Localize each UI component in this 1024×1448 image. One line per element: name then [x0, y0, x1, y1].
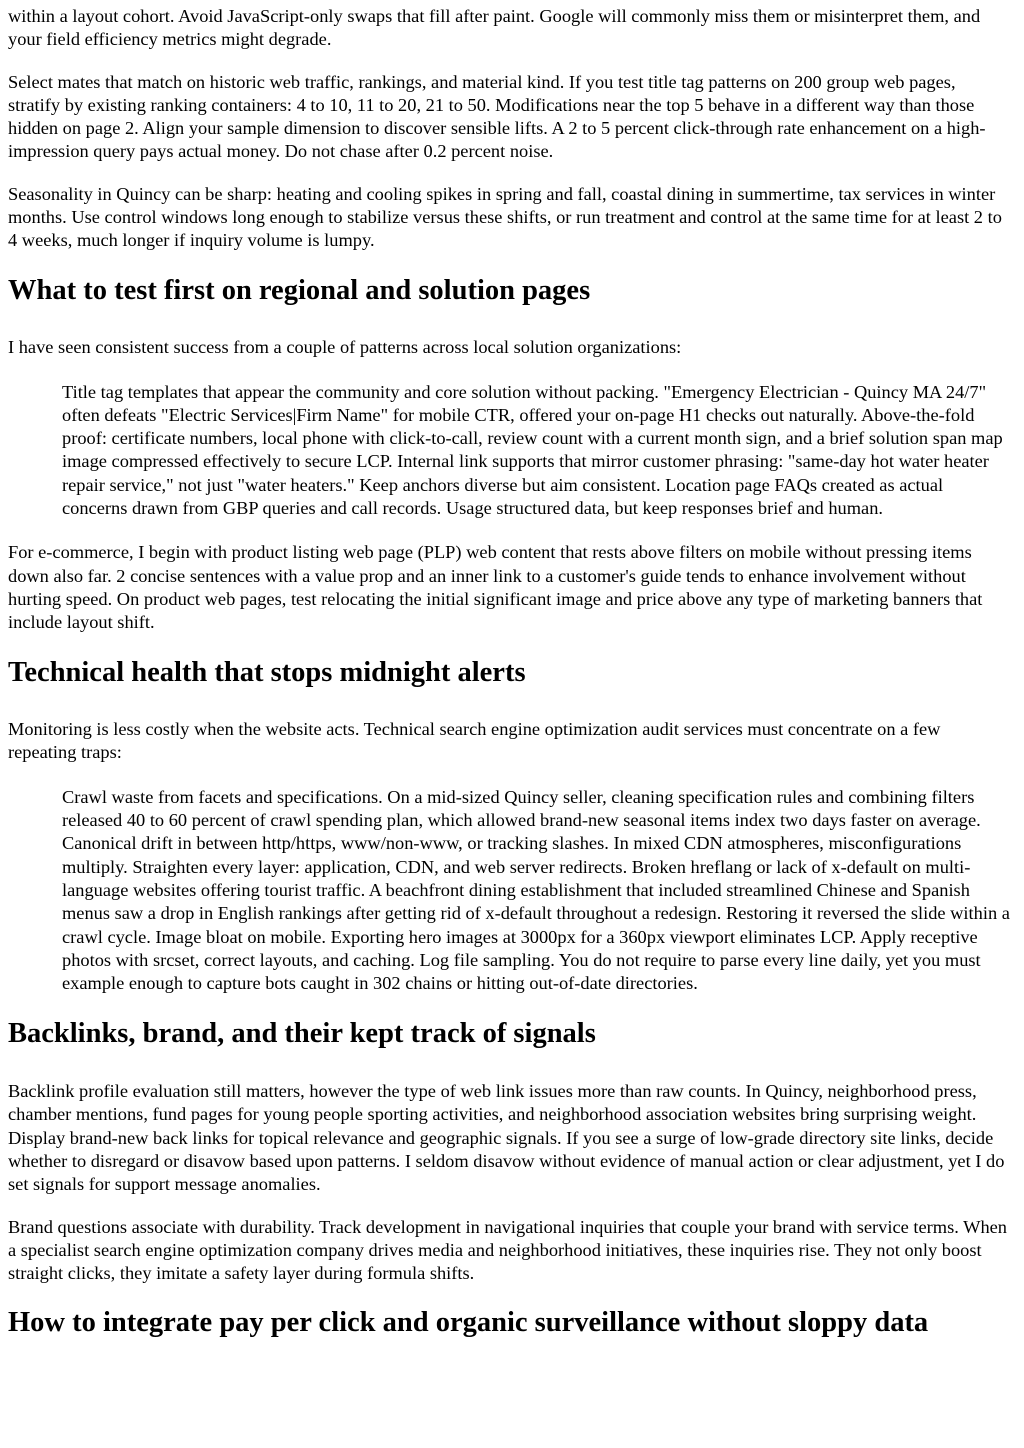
paragraph-layout-cohort: within a layout cohort. Avoid JavaScript-only swaps that fill after paint. Google will commonly miss them or misinterpret them, and your field efficiency metrics might degrade.	[8, 6, 981, 50]
paragraph-seasonality: Seasonality in Quincy can be sharp: heating and cooling spikes in spring and fall, coastal dining in summertime, tax services in winter months. Use control windows long enough to stabilize versus these shifts, or run treatment and control at the same time for at least 2 to 4 weeks, much longer if inquiry volume is lumpy.	[8, 183, 1002, 251]
paragraph-ecommerce: For e-commerce, I begin with product listing web page (PLP) web content that rests above filters on mobile without pressing items down also far. 2 concise sentences with a value prop and an inner link to a customer's guide tends to enhance involvement without hurting speed. On product web pages, test relocating the initial significant image and price above any type of marketing banners that include layout shift.	[8, 542, 983, 633]
paragraph-consistent-success: I have seen consistent success from a couple of patterns across local solution organizations:	[8, 337, 682, 358]
section-heading-technical-health: Technical health that stops midnight alerts	[8, 656, 526, 688]
paragraph-monitoring: Monitoring is less costly when the website acts. Technical search engine optimization audit services must concentrate on a few repeating traps:	[8, 719, 941, 763]
indented-block-crawl-waste: Crawl waste from facets and specifications. On a mid-sized Quincy seller, cleaning specification rules and combining filters released 40 to 60 percent of crawl spending plan, which allowed brand-new seasonal items index two days faster on average. Canonical drift in between http/https, www/non-www, or tracking slashes. In mixed CDN atmospheres, misconfigurations multiply. Straighten every layer: application, CDN, and web server redirects. Broken hreflang or lack of x-default on multi-language websites offering tourist traffic. A beachfront dining establishment that included streamlined Chinese and Spanish menus saw a drop in English rankings after getting rid of x-default throughout a redesign. Restoring it reversed the slide within a crawl cycle. Image bloat on mobile. Exporting hero images at 3000px for a 360px viewport eliminates LCP. Apply receptive photos with srcset, correct layouts, and caching. Log file sampling. You do not require to parse every line daily, yet you must example enough to capture bots caught in 302 chains or hitting out-of-date directories.	[62, 786, 1010, 994]
section-heading-what-to-test: What to test first on regional and solution pages	[8, 274, 591, 306]
indented-block-title-tag-templates: Title tag templates that appear the community and core solution without packing. "Emergency Electrician - Quincy MA 24/7" often defeats "Electric Services|Firm Name" for mobile CTR, offered your on-page H1 checks out naturally. Above-the-fold proof: certificate numbers, local phone with click-to-call, review count with a current month sign, and a brief solution span map image compressed effectively to secure LCP. Internal link supports that mirror customer phrasing: "same-day hot water heater repair service," not just "water heaters." Keep anchors diverse but aim consistent. Location page FAQs created as actual concerns drawn from GBP queries and call records. Usage structured data, but keep responses brief and human.	[62, 381, 1003, 519]
section-heading-integrate-ppc: How to integrate pay per click and organic surveillance without sloppy data	[8, 1307, 929, 1339]
paragraph-select-mates: Select mates that match on historic web traffic, rankings, and material kind. If you test title tag patterns on 200 group web pages, stratify by existing ranking containers: 4 to 10, 11 to 20, 21 to 50. Modifications near the top 5 behave in a different way than those hidden on page 2. Align your sample dimension to discover sensible lifts. A 2 to 5 percent click-through rate enhancement on a high-impression query pays actual money. Do not chase after 0.2 percent noise.	[8, 71, 986, 162]
paragraph-brand-questions: Brand questions associate with durability. Track development in navigational inquiries that couple your brand with service terms. When a specialist search engine optimization company drives media and neighborhood initiatives, these inquiries rise. They not only boost straight clicks, they imitate a safety layer during formula shifts.	[8, 1216, 1008, 1284]
section-heading-backlinks-brand: Backlinks, brand, and their kept track of signals	[8, 1018, 596, 1050]
paragraph-backlink-profile: Backlink profile evaluation still matters, however the type of web link issues more than raw counts. In Quincy, neighborhood press, chamber mentions, fund pages for young people sporting activities, and neighborhood association websites bring surprising weight. Display brand-new back links for topical relevance and geographic signals. If you see a surge of low-grade directory site links, decide whether to disregard or disavow based upon patterns. I seldom disavow without evidence of manual action or clear adjustment, yet I do set signals for support message anomalies.	[8, 1081, 1005, 1195]
